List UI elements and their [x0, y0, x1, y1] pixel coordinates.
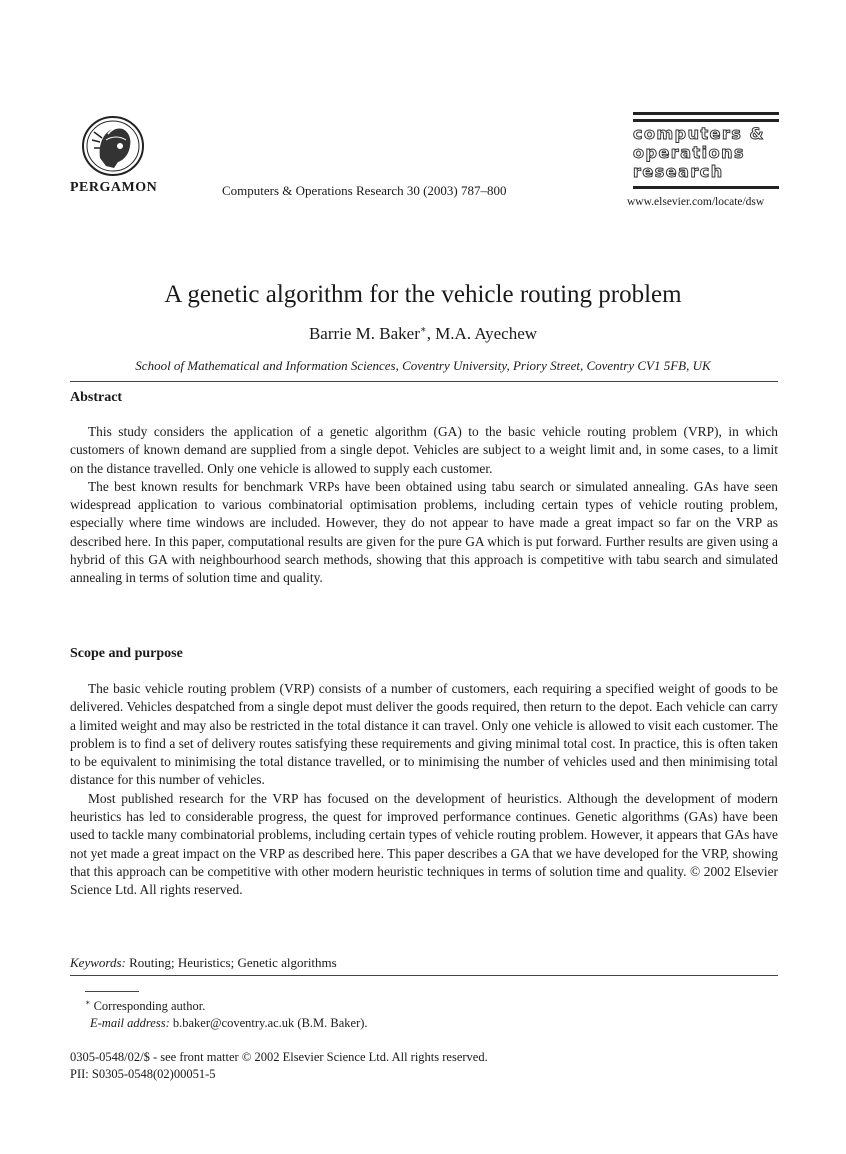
pergamon-logo-icon — [80, 114, 146, 178]
title-divider — [70, 381, 778, 382]
footnote-rule — [85, 991, 139, 992]
brand-rule-top-2 — [633, 119, 779, 122]
affiliation: School of Mathematical and Information Sciences, Coventry University, Priory Street, Coventry CV1 5FB, UK — [135, 358, 711, 373]
email-label: E-mail address: — [90, 1016, 170, 1030]
publisher-name: PERGAMON — [70, 180, 158, 195]
scope-heading: Scope and purpose — [70, 646, 183, 661]
journal-url[interactable]: www.elsevier.com/locate/dsw — [627, 196, 765, 208]
abstract-paragraph: This study considers the application of a genetic algorithm (GA) to the basic vehicle routing problem (VRP), in which customers of known demand are supplied from a single depot. Vehicles are subject to a weight limit and, in some cases, to a limit on the distance travelled. Only one vehicle is allowed to supply each customer. — [70, 424, 778, 476]
brand-line-2: operations — [633, 143, 746, 162]
author-rest: , M.A. Ayechew — [426, 324, 538, 343]
authors — [0, 324, 846, 344]
scope-paragraph: Most published research for the VRP has focused on the development of heuristics. Although the development of modern heuristics has led to considerable progress, the quest for improved performance continues. Genetic algorithms (GAs) have been used to tackle many combinatorial problems, including certain types of vehicle routing problem. However, it appears that GAs have not yet made a great impact on the VRP as described here. This paper describes a GA that we have developed for the VRP, showing that this approach can be competitive with other modern heuristic techniques in terms of solution time and quality. © 2002 Elsevier Science Ltd. All rights reserved. — [70, 790, 778, 898]
paper-title: A genetic algorithm for the vehicle routing problem — [164, 281, 682, 308]
journal-reference: Computers & Operations Research 30 (2003) 787–800 — [222, 183, 507, 198]
keywords-divider — [70, 975, 778, 976]
brand-rule-top — [633, 112, 779, 115]
brand-rule-bottom — [633, 186, 779, 189]
footnote-corresponding-text: Corresponding author. — [90, 999, 206, 1014]
keywords-text: Routing; Heuristics; Genetic algorithms — [125, 955, 337, 970]
keywords — [70, 955, 337, 971]
abstract-heading: Abstract — [70, 390, 123, 405]
keywords-label: Keywords: — [70, 955, 126, 970]
scope-paragraph: The basic vehicle routing problem (VRP) consists of a number of customers, each requiring a specified weight of goods to be delivered. Vehicles despatched from a single depot must deliver the goods required, then return to the depot. Each vehicle can carry a limited weight and may also be restricted in the total distance it can travel. Only one vehicle is allowed to visit each customer. The problem is to find a set of delivery routes satisfying these requirements and giving minimal total cost. In practice, this is often taken to be equivalent to minimising the total distance travelled, or to minimising the number of vehicles used and then minimising total distance for this number of vehicles. — [70, 681, 778, 788]
footnote-marker: ∗ — [85, 998, 91, 1007]
abstract-paragraph: The best known results for benchmark VRPs have been obtained using tabu search or simulated annealing. GAs have seen widespread application to various combinatorial optimisation problems, including certain types of vehicle routing problem, especially where time windows are included. However, they do not appear to have made a great impact so far on the VRP as described here. In this paper, computational results are given for the pure GA which is put forward. Further results are given using a hybrid of this GA with neighbourhood search methods, showing that this approach is competitive with tabu search and simulated annealing in terms of solution time and quality. — [70, 478, 778, 586]
footnote-corresponding — [85, 998, 205, 1014]
footnote-email — [90, 1016, 368, 1031]
email-text[interactable]: b.baker@coventry.ac.uk (B.M. Baker). — [169, 1016, 368, 1030]
author-first: Barrie M. Baker — [308, 324, 420, 343]
brand-line-1: computers & — [633, 124, 765, 143]
copyright-line: 0305-0548/02/$ - see front matter © 2002 Elsevier Science Ltd. All rights reserved. — [70, 1050, 488, 1064]
corresponding-marker: ∗ — [419, 324, 427, 336]
scope-body — [70, 680, 778, 900]
brand-line-3: research — [633, 162, 724, 181]
pii-line: PII: S0305-0548(02)00051-5 — [70, 1067, 216, 1081]
abstract-body — [70, 423, 778, 588]
